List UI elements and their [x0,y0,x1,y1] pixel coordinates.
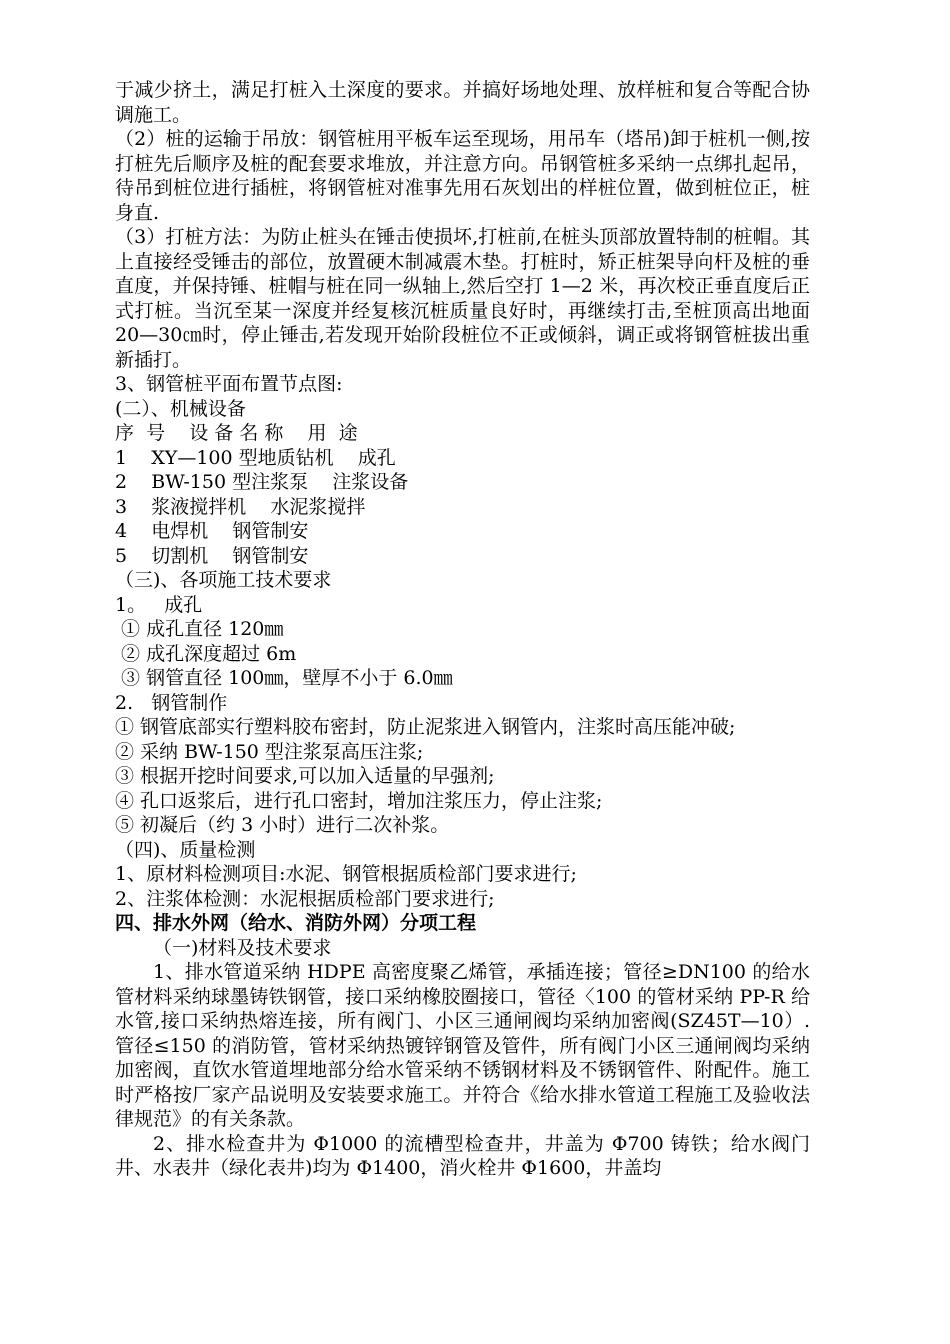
equipment-row: 3 浆液搅拌机 水泥浆搅拌 [115,495,366,518]
equipment-table-header: 序 号 设 备 名 称 用 途 [115,422,358,444]
list-item: 1、原材料检测项目:水泥、钢管根据质检部门要求进行; [115,863,577,885]
subsection-heading: （一)材料及技术要求 [153,936,332,959]
section-heading: （三)、各项施工技术要求 [115,569,332,591]
equipment-row: 4 电焊机 钢管制安 [115,520,309,542]
list-item: ① 成孔直径 120㎜ [115,618,284,640]
list-item: ③ 钢管直径 100㎜，壁厚不小于 6.0㎜ [115,667,453,689]
paragraph: 3、钢管桩平面布置节点图: [115,373,343,395]
list-item: ⑤ 初凝后（约 3 小时）进行二次补浆。 [115,814,450,836]
section-heading: (二）、机械设备 [115,397,246,420]
list-item: ③ 根据开挖时间要求,可以加入适量的早强剂; [115,765,495,787]
list-item: 2. 钢管制作 [115,691,228,714]
paragraph: 2、排水检查井为 Φ1000 的流槽型检查井，井盖为 Φ700 铸铁；给水阀门井、水表井（绿化表井)均为 Φ1400，消火栓井 Φ1600，井盖均 [115,1132,810,1179]
section-heading: （四)、质量检测 [115,838,256,861]
paragraph: 于减少挤土，满足打桩入土深度的要求。并搞好场地处理、放样桩和复合等配合协调施工。 [115,79,810,126]
list-item: ④ 孔口返浆后，进行孔口密封，增加注浆压力，停止注浆; [115,789,603,812]
equipment-row: 5 切割机 钢管制安 [115,544,309,567]
paragraph: （2）桩的运输于吊放：钢管桩用平板车运至现场，用吊车（塔吊)卸于桩机一侧,按打桩先后顺序及桩的配套要求堆放，并注意方向。吊钢管桩多采纳一点绑扎起吊，待吊到桩位进行插桩，将钢管桩对准事先用石灰划出的样桩位置，做到桩位正，桩身直. [115,128,810,224]
equipment-row: 2 BW-150 型注浆泵 注浆设备 [115,471,409,493]
list-item: ① 钢管底部实行塑料胶布密封，防止泥浆进入钢管内，注浆时高压能冲破; [115,716,736,738]
list-item: 1。 成孔 [115,593,203,616]
equipment-row: 1 XY—100 型地质钻机 成孔 [115,446,396,469]
list-item: 2、注浆体检测：水泥根据质检部门要求进行; [115,887,495,910]
chapter-heading: 四、排水外网（给水、消防外网）分项工程 [115,912,477,934]
document-page [115,78,810,1181]
paragraph: （3）打桩方法：为防止桩头在锤击使损坏,打桩前,在桩头顶部放置特制的桩帽。其上直接经受锤击的部位，放置硬木制减震木垫。打桩时，矫正桩架导向杆及桩的垂直度，并保持锤、桩帽与桩在同一纵轴上,然后空打 1—2 米，再次校正垂直度后正式打桩。当沉至某一深度并经复核沉桩质量良好时，再继续打击,至桩顶高出地面 20—30㎝时，停止锤击,若发现开始阶段桩位不正或倾斜，调正或将钢管桩拔出重新插打。 [115,226,810,371]
list-item: ② 成孔深度超过 6m [115,642,297,665]
list-item: ② 采纳 BW-150 型注浆泵高压注浆; [115,740,424,763]
paragraph: 1、排水管道采纳 HDPE 高密度聚乙烯管，承插连接；管径≥DN100 的给水管材料采纳球墨铸铁钢管，接口采纳橡胶圈接口，管径〈100 的管材采纳 PP-R 给水管,接口采纳热熔连接，所有阀门、小区三通闸阀均采纳加密阀(SZ45T—10）.管径≤150 的消防管，管材采纳热镀锌钢管及管件，所有阀门小区三通闸阀均采纳加密阀，直饮水管道埋地部分给水管采纳不锈钢材料及不锈钢管件、附配件。施工时严格按厂家产品说明及安装要求施工。并符合《给水排水管道工程施工及验收法律规范》的有关条款。 [115,961,810,1130]
